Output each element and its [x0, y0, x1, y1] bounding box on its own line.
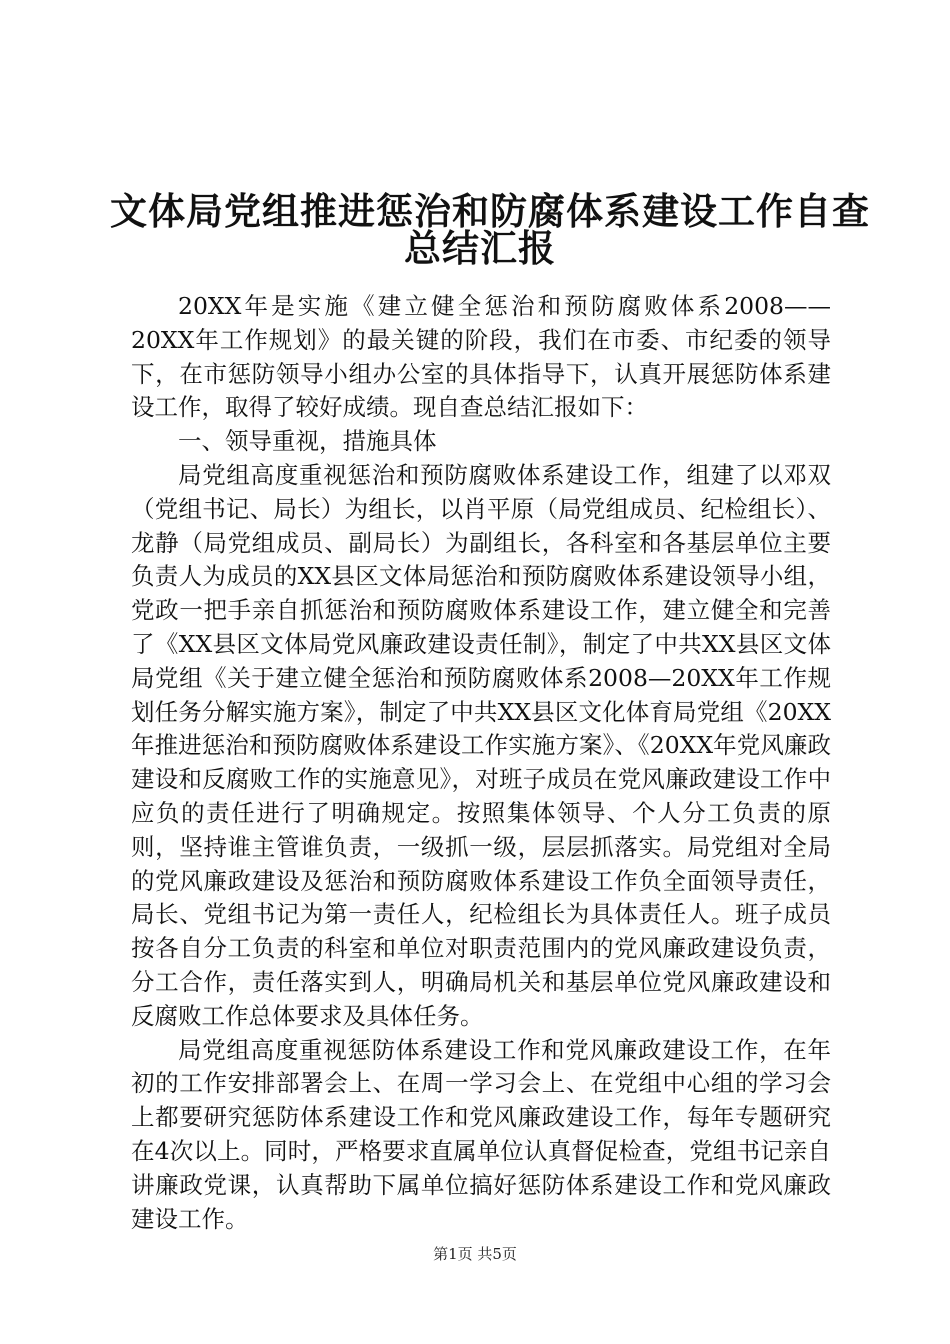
- page-footer: 第1页 共5页: [433, 1245, 517, 1263]
- document-title-line-2: 总结汇报: [404, 226, 556, 270]
- body-paragraph: 局党组高度重视惩治和预防腐败体系建设工作，组建了以邓双（党组书记、局长）为组长，以肖平原（局党组成员、纪检组长）、龙静（局党组成员、副局长）为副组长，各科室和各基层单位主要负责人为成员的XX县区文体局惩治和预防腐败体系建设领导小组，党政一把手亲自抓惩治和预防腐败体系建设工作，建立健全和完善了《XX县区文体局党风廉政建设责任制》，制定了中共XX县区文体局党组《关于建立健全惩治和预防腐败体系2008—20XX年工作规划任务分解实施方案》，制定了中共XX县区文化体育局党组《20XX年推进惩治和预防腐败体系建设工作实施方案》、《20XX年党风廉政建设和反腐败工作的实施意见》，对班子成员在党风廉政建设工作中应负的责任进行了明确规定。按照集体领导、个人分工负责的原则，坚持谁主管谁负责，一级抓一级，层层抓落实。局党组对全局的党风廉政建设及惩治和预防腐败体系建设工作负全面领导责任，局长、党组书记为第一责任人，纪检组长为具体责任人。班子成员按各自分工负责的科室和单位对职责范围内的党风廉政建设负责，分工合作，责任落实到人，明确局机关和基层单位党风廉政建设和反腐败工作总体要求及具体任务。: [131, 460, 831, 1030]
- body-paragraph: 局党组高度重视惩防体系建设工作和党风廉政建设工作，在年初的工作安排部署会上、在周一学习会上、在党组中心组的学习会上都要研究惩防体系建设工作和党风廉政建设工作，每年专题研究在4次以上。同时，严格要求直属单位认真督促检查，党组书记亲自讲廉政党课，认真帮助下属单位搞好惩防体系建设工作和党风廉政建设工作。: [131, 1035, 831, 1233]
- document-body: [131, 290, 831, 1236]
- intro-paragraph: 20XX年是实施《建立健全惩治和预防腐败体系2008——20XX年工作规划》的最关键的阶段，我们在市委、市纪委的领导下，在市惩防领导小组办公室的具体指导下，认真开展惩防体系建设工作，取得了较好成绩。现自查总结汇报如下：: [131, 292, 831, 422]
- section-heading: 一、领导重视，措施具体: [178, 427, 437, 456]
- document-title-line-1: 文体局党组推进惩治和防腐体系建设工作自查: [110, 189, 870, 233]
